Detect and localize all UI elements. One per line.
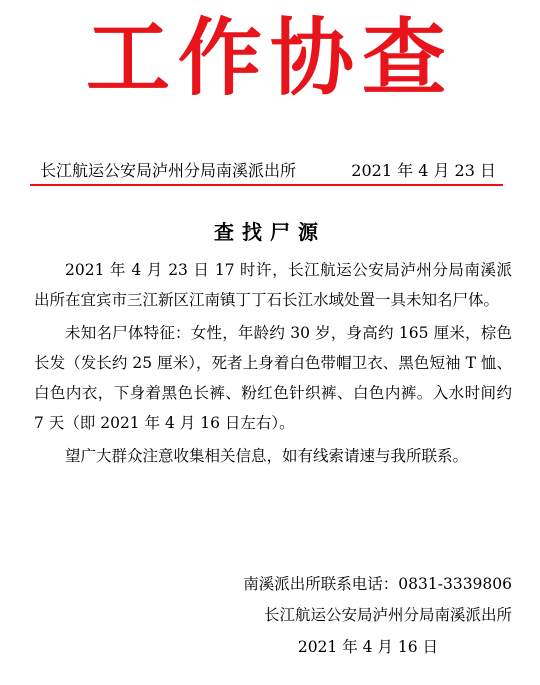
signature-date: 2021 年 4 月 16 日 <box>297 638 438 656</box>
signature-issuer: 长江航运公安局泸州分局南溪派出所 <box>263 606 512 624</box>
header-date: 2021 年 4 月 23 日 <box>351 161 496 180</box>
contact-phone: 南溪派出所联系电话：0831-3339806 <box>243 575 512 593</box>
red-divider <box>30 184 503 186</box>
notice-title: 查找尸源 <box>214 220 326 244</box>
paragraph-appeal: 望广大群众注意收集相关信息，如有线索请速与我所联系。 <box>65 447 469 465</box>
masthead-title: 工作协查 <box>85 8 454 107</box>
header-issuer: 长江航运公安局泸州分局南溪派出所 <box>40 161 297 180</box>
paragraph-features: 未知名尸体特征：女性，年龄约 30 岁，身高约 165 厘米，棕色长发（发长约 25 厘米），死者上身着白色带帽卫衣、黑色短袖 T 恤、白色内衣，下身着黑色长裤、粉红色针织裤、白色内裤。入水时间约 7 天（即 2021 年 4 月 16 日左右）。 <box>34 324 512 432</box>
notice-body <box>34 255 512 474</box>
paragraph-incident: 2021 年 4 月 23 日 17 时许，长江航运公安局泸州分局南溪派出所在宜宾市三江新区江南镇丁丁石长江水域处置一具未知名尸体。 <box>34 261 512 309</box>
